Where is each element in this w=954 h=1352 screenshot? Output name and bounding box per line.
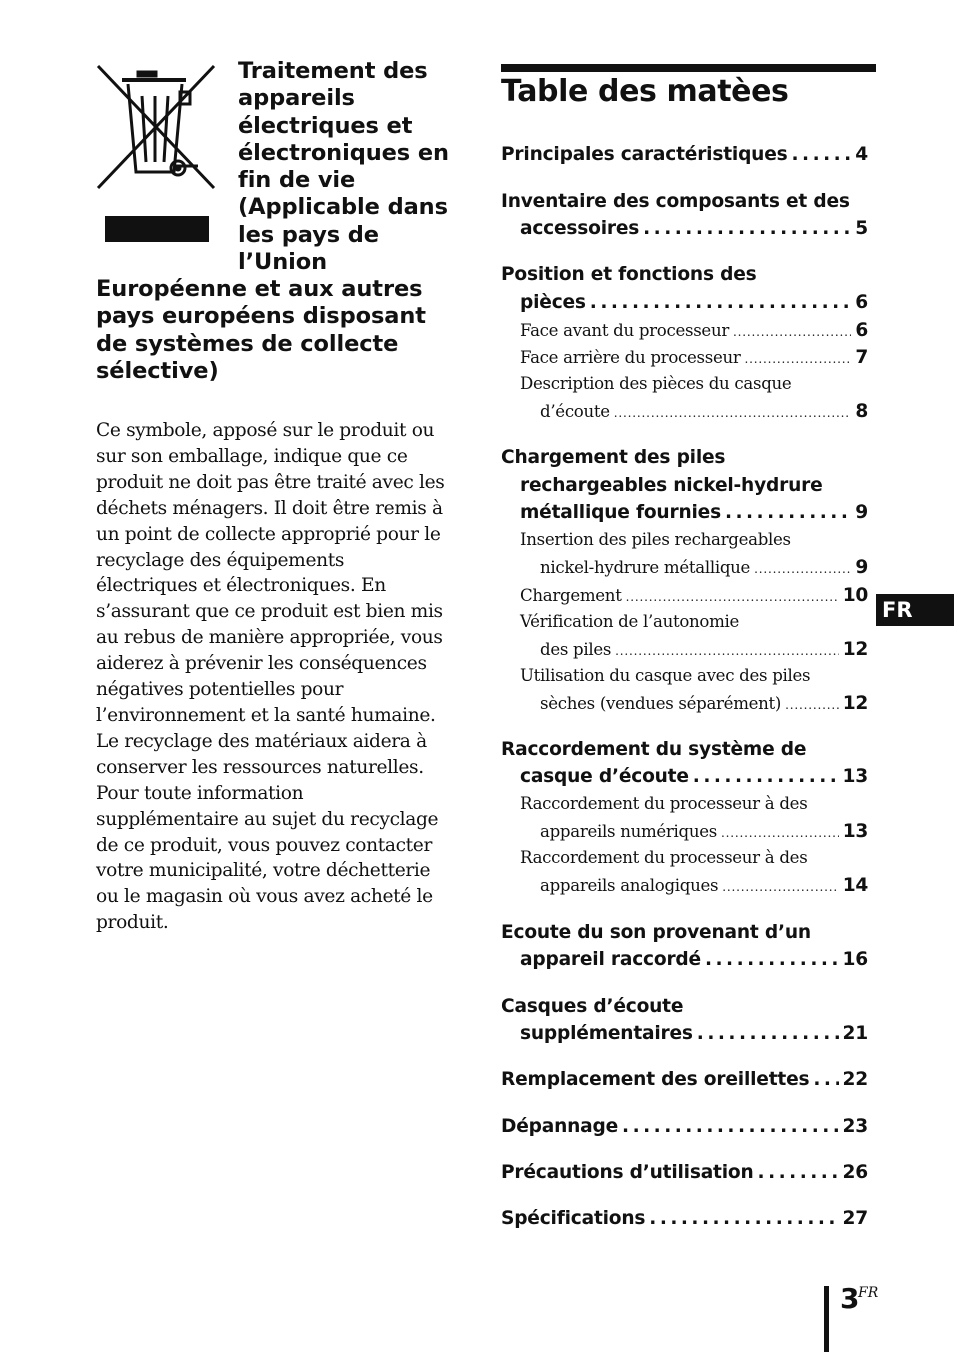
toc-row[interactable] [520, 320, 868, 348]
body-line: supplémentaire au sujet du recyclage [96, 808, 439, 830]
heading-line: pays européens disposant [96, 303, 426, 330]
toc-row[interactable] [520, 666, 868, 694]
toc-dot-leader [721, 822, 839, 841]
toc-label: Raccordement du processeur à des [520, 848, 808, 867]
page-number-rule [824, 1286, 829, 1352]
body-line: de ce produit, vous pouvez contacter [96, 834, 432, 856]
toc-row[interactable] [520, 794, 868, 822]
toc-dot-leader [590, 292, 851, 313]
heading-line: électriques et [238, 112, 413, 139]
crossed-out-wheeled-bin-icon [94, 62, 220, 192]
toc-label: des piles [540, 640, 612, 659]
body-line: recyclage des équipements [96, 549, 345, 571]
toc-row[interactable] [540, 639, 868, 667]
toc-page-number: 8 [855, 401, 868, 422]
toc-label: Précautions d’utilisation [501, 1162, 754, 1183]
toc-page-number: 13 [842, 821, 868, 842]
toc-row[interactable] [520, 848, 868, 876]
toc-page-number: 9 [855, 557, 868, 578]
toc-row[interactable] [520, 585, 868, 613]
toc-row[interactable] [501, 996, 868, 1024]
body-line: produit ne doit pas être traité avec les [96, 471, 445, 493]
toc-label: casque d’écoute [520, 766, 689, 787]
toc-label: Ecoute du son provenant d’un [501, 922, 811, 943]
toc-dot-leader [785, 694, 839, 713]
toc-row[interactable] [520, 475, 868, 503]
toc-label: rechargeables nickel-hydrure [520, 475, 823, 496]
toc-label: accessoires [520, 218, 640, 239]
toc-row[interactable] [501, 1162, 868, 1190]
toc-row[interactable] [520, 949, 868, 977]
toc-row[interactable] [501, 1069, 868, 1097]
toc-page-number: 12 [842, 693, 868, 714]
toc-page-number: 26 [842, 1162, 868, 1183]
body-line: ou le magasin où vous avez acheté le [96, 886, 433, 908]
toc-label: Face arrière du processeur [520, 348, 741, 367]
toc-label: pièces [520, 292, 586, 313]
toc-row[interactable] [540, 821, 868, 849]
toc-label: appareils analogiques [540, 876, 719, 895]
toc-dot-leader [643, 218, 851, 239]
toc-row[interactable] [520, 218, 868, 246]
toc-row[interactable] [520, 612, 868, 640]
toc-page-number: 16 [842, 949, 868, 970]
heading-line: les pays de [238, 221, 379, 248]
toc-page-number: 6 [855, 292, 868, 313]
toc-dot-leader [745, 348, 852, 367]
heading-line: sélective) [96, 357, 219, 384]
body-line: conserver les ressources naturelles. [96, 756, 424, 778]
toc-label: Remplacement des oreillettes [501, 1069, 810, 1090]
toc-dot-leader [614, 402, 852, 421]
toc-row[interactable] [520, 374, 868, 402]
toc-label: Face avant du processeur [520, 321, 729, 340]
toc-row[interactable] [501, 144, 868, 172]
toc-label: d’écoute [540, 402, 610, 421]
toc-dot-leader [693, 766, 839, 787]
toc-page-number: 22 [842, 1069, 868, 1090]
toc-row[interactable] [520, 766, 868, 794]
toc-row[interactable] [540, 401, 868, 429]
bin-underline-bar [105, 216, 209, 242]
heading-line: appareils [238, 85, 355, 112]
toc-row[interactable] [501, 191, 868, 219]
toc-row[interactable] [540, 875, 868, 903]
toc-dot-leader [813, 1069, 838, 1090]
page-number-suffix: FR [858, 1285, 879, 1301]
toc-row[interactable] [501, 1208, 868, 1236]
heading-line: (Applicable dans [238, 194, 448, 221]
heading-line: électroniques en [238, 139, 449, 166]
toc-row[interactable] [520, 530, 868, 558]
toc-row[interactable] [520, 1023, 868, 1051]
toc-dot-leader [649, 1208, 838, 1229]
toc-dot-leader [725, 502, 851, 523]
body-line: s’assurant que ce produit est bien mis [96, 601, 443, 623]
page-number: 3 [840, 1282, 860, 1315]
toc-label: Utilisation du casque avec des piles [520, 666, 811, 685]
toc-row[interactable] [520, 502, 868, 530]
toc-dot-leader [626, 586, 839, 605]
language-tab-fr: FR [876, 594, 954, 626]
toc-label: Vérification de l’autonomie [520, 612, 740, 631]
toc-label: appareils numériques [540, 822, 718, 841]
body-line: l’environnement et la santé humaine. [96, 704, 436, 726]
body-line: au rebus de manière appropriée, vous [96, 627, 443, 649]
toc-label: métallique fournies [520, 502, 721, 523]
body-line: sur son emballage, indique que ce [96, 445, 408, 467]
body-line: votre municipalité, votre déchetterie [96, 860, 431, 882]
toc-dot-leader [758, 1162, 839, 1183]
toc-dot-leader [722, 876, 838, 895]
body-line: Pour toute information [96, 782, 304, 804]
toc-label: Raccordement du système de [501, 739, 807, 760]
toc-page-number: 27 [842, 1208, 868, 1229]
toc-label: Insertion des piles rechargeables [520, 530, 791, 549]
toc-row[interactable] [501, 264, 868, 292]
toc-dot-leader [754, 558, 851, 577]
body-line: Le recyclage des matériaux aidera à [96, 730, 427, 752]
toc-label: Principales caractéristiques [501, 144, 788, 165]
toc-label: Description des pièces du casque [520, 374, 792, 393]
toc-row[interactable] [501, 1116, 868, 1144]
toc-page-number: 9 [855, 502, 868, 523]
heading-line: Traitement des [238, 58, 428, 84]
body-line: électriques et électroniques. En [96, 575, 386, 597]
toc-label: Raccordement du processeur à des [520, 794, 808, 813]
toc-label: Position et fonctions des [501, 264, 757, 285]
toc-title-rule [501, 64, 876, 72]
toc-dot-leader [705, 949, 839, 970]
toc-page-number: 4 [855, 144, 868, 165]
body-line: aiderez à prévenir les conséquences [96, 653, 427, 675]
weee-heading-top [238, 58, 468, 276]
toc-page-number: 6 [855, 320, 868, 341]
toc-label: Casques d’écoute [501, 996, 684, 1017]
heading-line: l’Union [238, 249, 328, 276]
toc-label: Spécifications [501, 1208, 646, 1229]
toc-row[interactable] [540, 693, 868, 721]
toc-label: Inventaire des composants et des [501, 191, 850, 212]
toc-title: Table des matèes [501, 74, 789, 109]
toc-dot-leader [615, 640, 839, 659]
toc-dot-leader [792, 144, 852, 165]
weee-heading-bottom [96, 276, 468, 385]
toc-row[interactable] [540, 557, 868, 585]
toc-dot-leader [622, 1116, 838, 1137]
weee-body-text [96, 418, 464, 936]
heading-line: Européenne et aux autres [96, 276, 423, 302]
toc-label: Chargement [520, 586, 622, 605]
toc-row[interactable] [520, 347, 868, 375]
toc-row[interactable] [501, 447, 868, 475]
toc-page-number: 5 [855, 218, 868, 239]
toc-label: appareil raccordé [520, 949, 701, 970]
body-line: déchets ménagers. Il doit être remis à [96, 497, 443, 519]
toc-label: sèches (vendues séparément) [540, 694, 782, 713]
body-line: négatives potentielles pour [96, 679, 344, 701]
toc-page-number: 14 [842, 875, 868, 896]
toc-row[interactable] [501, 739, 868, 767]
toc-dot-leader [697, 1023, 839, 1044]
toc-page-number: 21 [842, 1023, 868, 1044]
heading-line: fin de vie [238, 167, 356, 194]
toc-row[interactable] [520, 292, 868, 320]
toc-page-number: 23 [842, 1116, 868, 1137]
toc-label: Chargement des piles [501, 447, 726, 468]
body-line: produit. [96, 912, 169, 934]
heading-line: de systèmes de collecte [96, 330, 399, 357]
toc-page-number: 13 [842, 766, 868, 787]
toc-label: nickel-hydrure métallique [540, 558, 751, 577]
toc-label: Dépannage [501, 1116, 619, 1137]
toc-row[interactable] [501, 922, 868, 950]
toc-dot-leader [733, 321, 851, 340]
toc-page-number: 7 [855, 347, 868, 368]
toc-label: supplémentaires [520, 1023, 693, 1044]
toc-page-number: 12 [842, 639, 868, 660]
body-line: Ce symbole, apposé sur le produit ou [96, 420, 435, 441]
toc-page-number: 10 [842, 585, 868, 606]
body-line: un point de collecte approprié pour le [96, 523, 441, 545]
